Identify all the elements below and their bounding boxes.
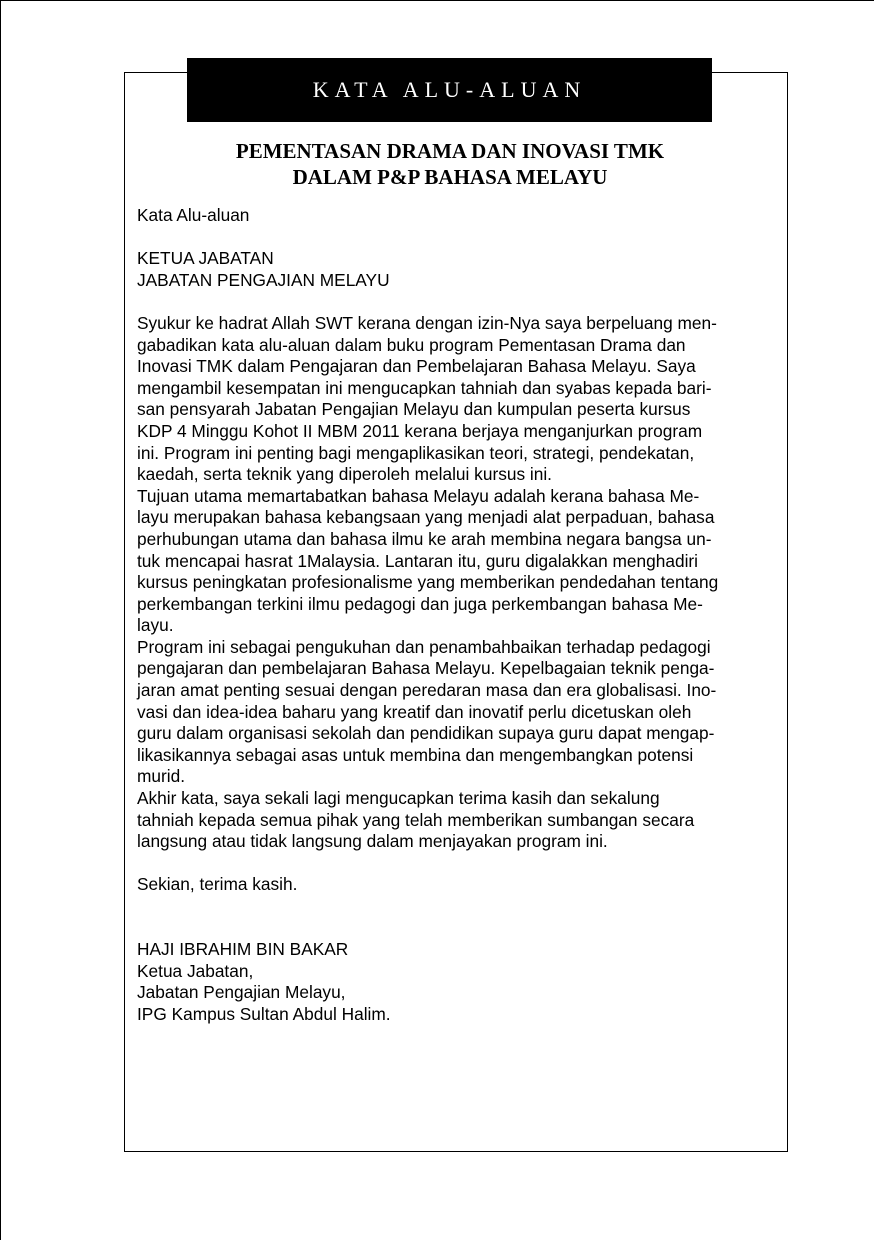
intro-label: Kata Alu-aluan	[137, 205, 250, 225]
position-line: KETUA JABATAN	[137, 248, 274, 269]
banner-title: KATA ALU-ALUAN	[187, 58, 712, 122]
paragraph-line: Syukur ke hadrat Allah SWT kerana dengan izin-Nya saya berpeluang men-	[137, 312, 717, 333]
paragraph	[137, 486, 773, 637]
paragraph-line: langsung atau tidak langsung dalam menjayakan program ini.	[137, 831, 608, 852]
signatory-name: HAJI IBRAHIM BIN BAKAR	[137, 939, 349, 960]
page-edge	[0, 0, 874, 1]
paragraph-line: guru dalam organisasi sekolah dan pendidikan supaya guru dapat mengap-	[137, 723, 715, 744]
paragraph-line: gabadikan kata alu-aluan dalam buku program Pementasan Drama dan	[137, 334, 686, 355]
subtitle-line: PEMENTASAN DRAMA DAN INOVASI TMK	[235, 139, 665, 163]
paragraph-line: vasi dan idea-idea baharu yang kreatif dan inovatif perlu dicetuskan oleh	[137, 701, 692, 722]
paragraph-line: Program ini sebagai pengukuhan dan penambahbaikan terhadap pedagogi	[137, 636, 711, 657]
paragraph-line: kaedah, serta teknik yang diperoleh melalui kursus ini.	[137, 464, 552, 485]
paragraph	[137, 637, 773, 788]
signatory-department: Jabatan Pengajian Melayu,	[137, 982, 346, 1003]
letter-body	[137, 205, 773, 1026]
paragraph-line: Akhir kata, saya sekali lagi mengucapkan terima kasih dan sekalung	[137, 788, 660, 809]
subtitle-line: DALAM P&P BAHASA MELAYU	[292, 165, 608, 189]
paragraph-line: kursus peningkatan profesionalisme yang memberikan pendedahan tentang	[137, 572, 719, 593]
paragraph	[137, 313, 773, 486]
paragraph-line: mengambil kesempatan ini mengucapkan tahniah dan syabas kepada bari-	[137, 377, 712, 398]
paragraph-line: murid.	[137, 766, 186, 787]
paragraph-line: tuk mencapai hasrat 1Malaysia. Lantaran itu, guru digalakkan menghadiri	[137, 550, 699, 571]
paragraph-line: layu merupakan bahasa kebangsaan yang menjadi alat perpaduan, bahasa	[137, 507, 715, 528]
paragraph-line: perkembangan terkini ilmu pedagogi dan juga perkembangan bahasa Me-	[137, 593, 703, 614]
paragraph-line: pengajaran dan pembelajaran Bahasa Melayu. Kepelbagaian teknik penga-	[137, 658, 715, 679]
closing-text: Sekian, terima kasih.	[137, 874, 298, 895]
paragraph-line: KDP 4 Minggu Kohot II MBM 2011 kerana berjaya menganjurkan program	[137, 420, 703, 441]
position-line: JABATAN PENGAJIAN MELAYU	[137, 269, 390, 290]
paragraph-line: san pensyarah Jabatan Pengajian Melayu dan kumpulan peserta kursus	[137, 399, 691, 420]
paragraph-line: tahniah kepada semua pihak yang telah memberikan sumbangan secara	[137, 809, 695, 830]
document-subtitle	[124, 138, 776, 190]
paragraph-line: jaran amat penting sesuai dengan peredaran masa dan era globalisasi. Ino-	[137, 680, 717, 701]
paragraph-line: ini. Program ini penting bagi mengaplikasikan teori, strategi, pendekatan,	[137, 442, 695, 463]
paragraph-line: perhubungan utama dan bahasa ilmu ke arah membina negara bangsa un-	[137, 528, 712, 549]
paragraph-line: likasikannya sebagai asas untuk membina dan mengembangkan potensi	[137, 744, 694, 765]
paragraph-line: Tujuan utama memartabatkan bahasa Melayu adalah kerana bahasa Me-	[137, 485, 700, 506]
signatory-institution: IPG Kampus Sultan Abdul Halim.	[137, 1003, 391, 1024]
signatory-title: Ketua Jabatan,	[137, 960, 254, 981]
signature-block	[137, 939, 773, 1025]
page-edge	[0, 0, 1, 1240]
paragraph-line: Inovasi TMK dalam Pengajaran dan Pembelajaran Bahasa Melayu. Saya	[137, 356, 696, 377]
paragraph-line: layu.	[137, 615, 174, 636]
paragraph	[137, 788, 773, 853]
